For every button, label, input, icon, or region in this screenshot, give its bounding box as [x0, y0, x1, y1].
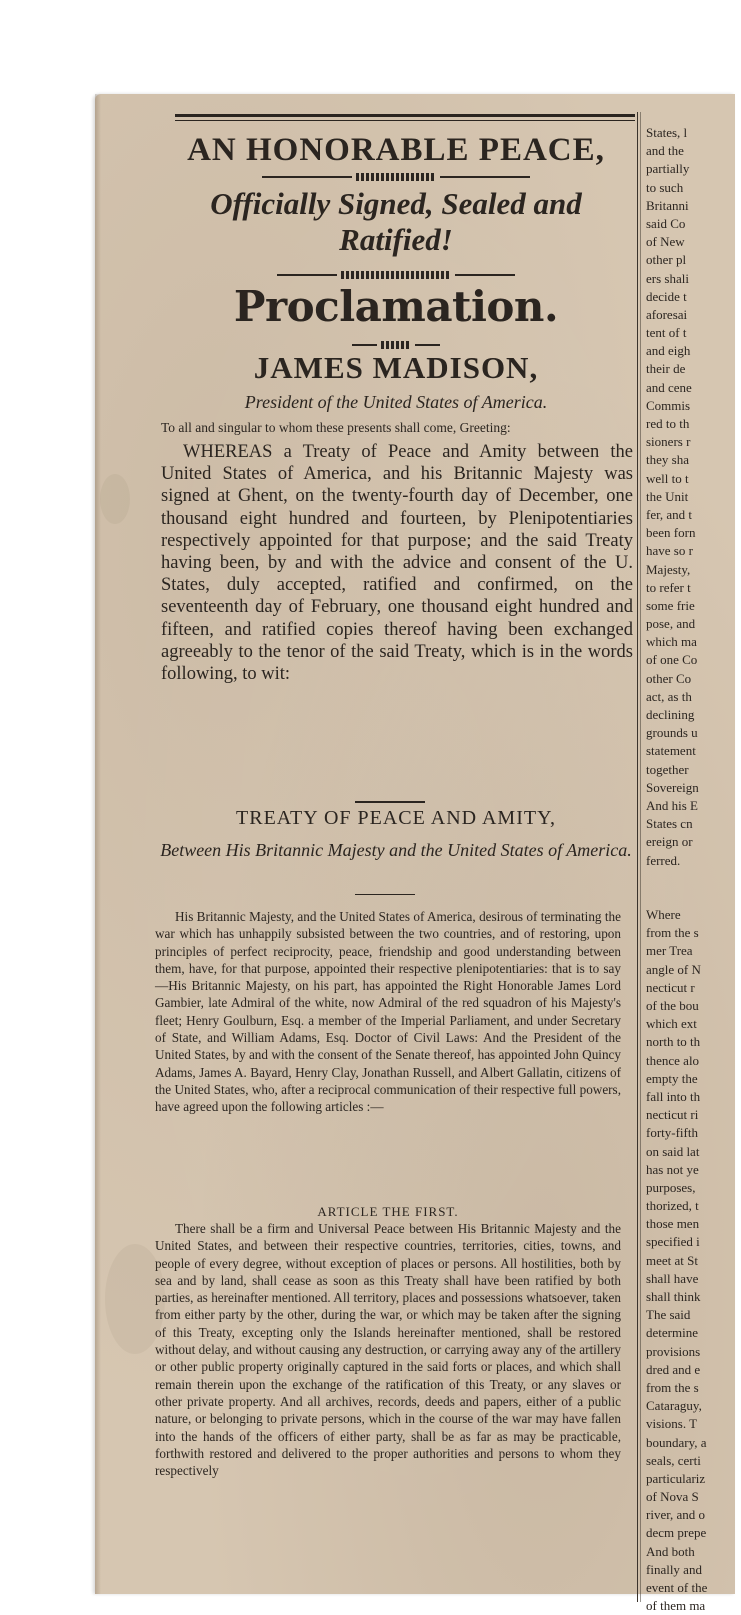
adjacent-column-line: pose, and — [646, 616, 696, 632]
adjacent-column-line: of New — [646, 234, 685, 250]
treaty-between: Between His Britannic Majesty and the United States of America. — [160, 840, 632, 860]
adjacent-column-line: And his E — [646, 797, 698, 813]
adjacent-column-line: empty the — [646, 1070, 698, 1086]
adjacent-column-line: red to th — [646, 416, 690, 431]
adjacent-column-line: meet at St — [646, 1252, 698, 1268]
adjacent-column-line: thence alo — [646, 1052, 700, 1068]
adjacent-column-line: been forn — [646, 525, 696, 541]
adjacent-column-line: decm prepe — [646, 1525, 707, 1541]
adjacent-column-line: finally and — [646, 1561, 702, 1577]
adjacent-column-line: fer, and t — [646, 506, 693, 522]
treaty-divider — [355, 801, 425, 803]
adjacent-column-line: States, l — [646, 125, 688, 140]
proclamation-heading: Proclamation. — [233, 282, 559, 331]
adjacent-column-line: boundary, a — [646, 1434, 707, 1450]
adjacent-column-line: of the bou — [646, 998, 699, 1013]
adjacent-column-line: those men — [646, 1216, 700, 1232]
treaty-heading: TREATY OF PEACE AND AMITY, — [236, 807, 556, 829]
adjacent-column-line: tent of t — [646, 325, 687, 341]
headline-ornament — [157, 172, 635, 182]
adjacent-column-line: to refer t — [646, 579, 691, 595]
adjacent-column-line: has not ye — [646, 1161, 699, 1177]
subheadline-ornament — [157, 270, 635, 280]
adjacent-column-line: aforesai — [646, 306, 688, 322]
adjacent-column-line: ferred. — [646, 852, 681, 868]
adjacent-column-text — [646, 124, 741, 1615]
adjacent-column-line: some frie — [646, 597, 695, 613]
adjacent-column-line: shall have — [646, 1270, 699, 1286]
adjacent-column-line: determine — [646, 1325, 698, 1341]
adjacent-column-line: river, and o — [646, 1507, 706, 1523]
adjacent-column-line: shall think — [646, 1289, 701, 1304]
adjacent-column-line: visions. T — [646, 1416, 698, 1432]
president-title: President of the United States of America. — [244, 392, 548, 412]
preamble-paragraph: His Britannic Majesty, and the United States of America, desirous of terminating the war which has unhappily subsisted between the two countries, and of restoring, upon principles of perfect reciprocity, peace, friendship and good understanding between them, have, for that purpose, appointed their respective plenipotentiaries: that is to say—His Britannic Majesty, on his part, has appointed the Right Honorable James Lord Gambier, late Admiral of the white, now Admiral of the red squadron of his Majesty's fleet; Henry Goulburn, Esq. a member of the Imperial Parliament, and under Secretary of State, and William Adams, Esq. Doctor of Civil Laws: And the President of the United States, by and with the consent of the Senate thereof, has appointed John Quincy Adams, James A. Bayard, Henry Clay, Jonathan Russell, and Albert Gallatin, citizens of the United States, who, after a reciprocal communication of their respective full powers, have agreed upon the following articles :— — [155, 909, 621, 1115]
adjacent-column-line: north to th — [646, 1034, 701, 1050]
adjacent-column-line: particulariz — [646, 1470, 706, 1486]
adjacent-column-line — [646, 888, 741, 906]
headline: AN HONORABLE PEACE, — [187, 132, 605, 168]
adjacent-column-line: and cene — [646, 379, 692, 395]
paper-stain — [105, 1244, 165, 1354]
adjacent-column-line: of Nova S — [646, 1489, 699, 1505]
paper-stain — [100, 474, 130, 524]
adjacent-column-line: have so r — [646, 543, 693, 559]
adjacent-column-line: together — [646, 761, 689, 777]
adjacent-column-line: fall into th — [646, 1088, 701, 1104]
adjacent-column-line: partially — [646, 161, 690, 177]
president-name: JAMES MADISON, — [253, 350, 539, 385]
adjacent-column-line: sioners r — [646, 434, 691, 450]
adjacent-column-line: their de — [646, 361, 686, 377]
adjacent-column-line: to such — [646, 179, 684, 195]
adjacent-column-line — [646, 870, 741, 888]
adjacent-column-line: ereign or — [646, 834, 693, 850]
adjacent-column-line: decide t — [646, 288, 687, 304]
adjacent-column-line: and eigh — [646, 343, 691, 359]
column-divider — [637, 112, 638, 1602]
adjacent-column-line: grounds u — [646, 725, 698, 741]
preamble-divider — [355, 894, 415, 895]
adjacent-column-line: thorized, t — [646, 1198, 699, 1214]
adjacent-column-line: act, as th — [646, 688, 692, 704]
adjacent-column-line: statement — [646, 743, 696, 759]
adjacent-column-line: seals, certi — [646, 1452, 701, 1468]
adjacent-column-line: declining — [646, 707, 695, 722]
greeting: To all and singular to whom these presents shall come, Greeting: — [161, 420, 511, 435]
adjacent-column-line: Sovereign — [646, 779, 699, 795]
top-rule-thin — [175, 120, 635, 121]
adjacent-column-line: event of the — [646, 1580, 708, 1595]
whereas-paragraph: WHEREAS a Treaty of Peace and Amity between the United States of America, and his Britannic Majesty was signed at Ghent, on the twenty-fourth day of December, one thousand eight hundred and fourteen, by Plenipotentiaries respectively appointed for that purpose; and the said Treaty having been, by and with the advice and consent of the U. States, duly accepted, ratified and confirmed, on the seventeenth day of February, one thousand eight hundred and fifteen, and ratified copies thereof having been exchanged agreeably to the tenor of the said Treaty, which is in the words following, to wit: — [161, 442, 633, 685]
adjacent-column-line: purposes, — [646, 1179, 696, 1195]
adjacent-column-line: specified i — [646, 1234, 700, 1250]
adjacent-column-line: on said lat — [646, 1143, 700, 1159]
adjacent-column-line: Cataraguy, — [646, 1398, 702, 1414]
adjacent-column-line: of them ma — [646, 1598, 706, 1614]
adjacent-column-line: from the s — [646, 1379, 699, 1395]
adjacent-column-line: Where — [646, 907, 681, 923]
adjacent-column-line: they sha — [646, 452, 689, 468]
adjacent-column-line: of one Co — [646, 652, 698, 668]
adjacent-column-line: said Co — [646, 215, 686, 231]
newspaper-page — [95, 94, 735, 1614]
adjacent-column-line: Majesty, — [646, 561, 691, 577]
adjacent-column-line: the Unit — [646, 488, 689, 504]
article-paragraph: There shall be a firm and Universal Peace between His Britannic Majesty and the United States, and between their respective countries, territories, cities, towns, and people of every degree, without exception of places or persons. All hostilities, both by sea and by land, shall cease as soon as this Treaty shall have been ratified by both parties, as hereinafter mentioned. All territory, places and possessions whatsoever, taken from either party by the other, during the war, or which may be taken after the signing of this Treaty, excepting only the Islands hereinafter mentioned, shall be restored without delay, and without causing any destruction, or carrying away any of the artillery or other public property originally captured in the said forts or places, and which shall remain therein upon the exchange of the ratification of this Treaty, or any slaves or other private property. And all archives, records, deeds and papers, either of a public nature, or belonging to private persons, which in the course of the war may have fallen into the hands of the officers of either party, shall be as far as may be practicable, forthwith restored and delivered to the proper authorities and persons to whom they respectively — [155, 1221, 621, 1479]
adjacent-column-line: necticut ri — [646, 1107, 699, 1123]
adjacent-column-line: ers shali — [646, 270, 689, 286]
adjacent-column-line: necticut r — [646, 979, 695, 995]
top-rule — [175, 114, 635, 117]
adjacent-column-line: And both — [646, 1543, 695, 1559]
adjacent-column-line: provisions — [646, 1343, 701, 1359]
adjacent-column-line: which ext — [646, 1016, 697, 1032]
adjacent-column-line: States cn — [646, 816, 693, 832]
adjacent-column-line: The said — [646, 1307, 691, 1323]
adjacent-column-line: mer Trea — [646, 943, 693, 959]
adjacent-column-line: Britanni — [646, 197, 689, 213]
proclamation-ornament — [157, 340, 635, 350]
adjacent-column-line: Commis — [646, 397, 691, 413]
adjacent-column-line: which ma — [646, 634, 697, 650]
adjacent-column-line: and the — [646, 143, 684, 159]
adjacent-column-line: well to t — [646, 470, 689, 486]
adjacent-column-line: other pl — [646, 252, 687, 268]
adjacent-column-line: forty-fifth — [646, 1125, 698, 1141]
adjacent-column-line: from the s — [646, 925, 699, 941]
adjacent-column-line: angle of N — [646, 961, 701, 977]
adjacent-column-line: dred and e — [646, 1361, 701, 1377]
column-divider-shadow — [640, 112, 641, 1602]
article-heading: ARTICLE THE FIRST. — [317, 1204, 459, 1219]
subheadline: Officially Signed, Sealed and Ratified! — [210, 186, 582, 257]
adjacent-column-line: other Co — [646, 670, 692, 686]
